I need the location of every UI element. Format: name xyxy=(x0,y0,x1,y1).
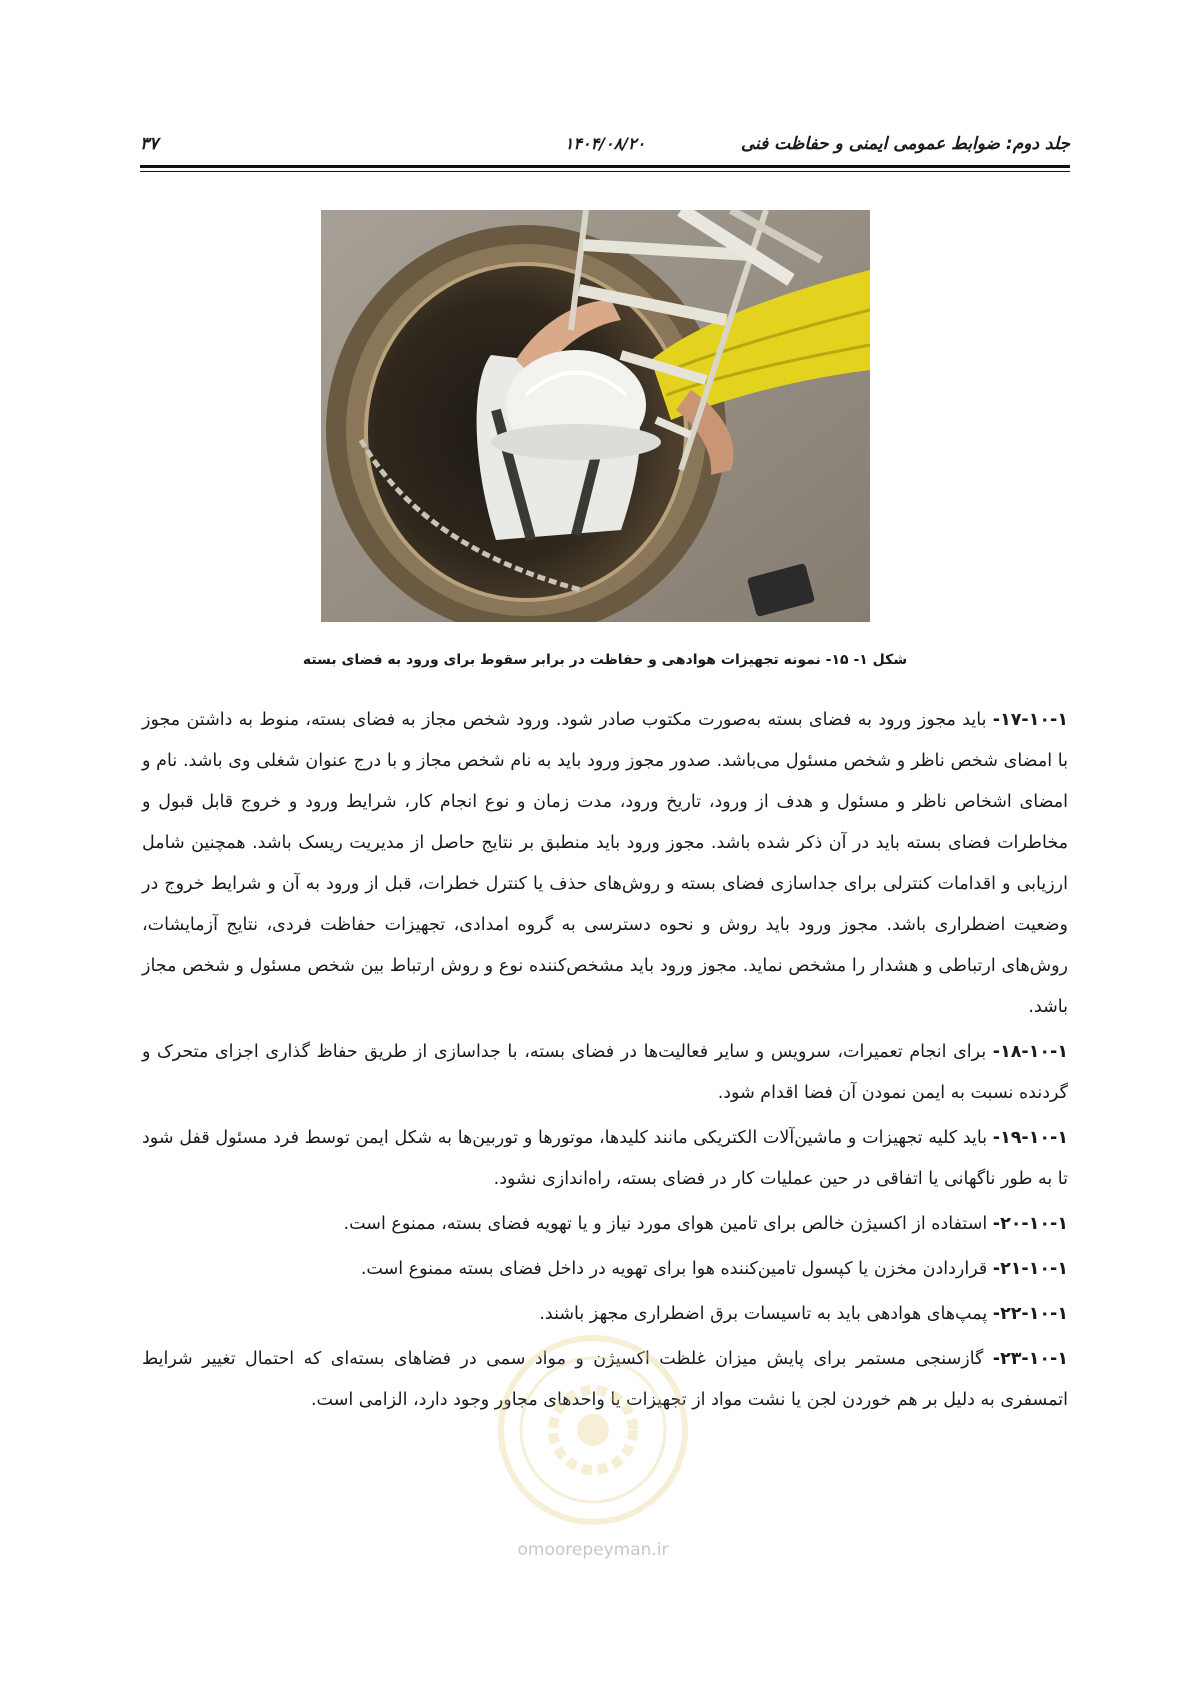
clause-text: برای انجام تعمیرات، سرویس و سایر فعالیت‌ها در فضای بسته، با جداسازی از طریق حفاظ گذاری اجزای متحرک و گردنده نسبت به ایمن نمودن آن فضا اقدام شود. xyxy=(142,1042,1068,1103)
header-rule-thick xyxy=(140,165,1070,168)
clause-text: پمپ‌های هوادهی باید به تاسیسات برق اضطراری مجهز باشند. xyxy=(539,1304,993,1324)
clause-text: باید کلیه تجهیزات و ماشین‌آلات الکتریکی مانند کلیدها، موتورها و توربین‌ها به شکل ایمن توسط فرد مسئول قفل شود تا به طور ناگهانی یا اتفاقی در حین عملیات کار در فضای بسته، راه‌اندازی نشود. xyxy=(142,1128,1068,1189)
header-title: جلد دوم: ضوابط عمومی ایمنی و حفاظت فنی xyxy=(740,134,1070,154)
paragraph-22 xyxy=(142,1294,1068,1335)
paragraph-19 xyxy=(142,1118,1068,1200)
body-text xyxy=(142,700,1068,1425)
running-header xyxy=(140,128,1070,158)
page-number: ۳۷ xyxy=(140,134,159,154)
paragraph-23 xyxy=(142,1339,1068,1421)
clause-number: ۱۸-۱۰-۱- xyxy=(992,1042,1068,1062)
watermark-text: omoorepeyman.ir xyxy=(517,1540,669,1560)
header-date: ۱۴۰۴/۰۸/۲۰ xyxy=(564,134,646,153)
clause-number: ۱۷-۱۰-۱- xyxy=(992,710,1068,730)
paragraph-18 xyxy=(142,1032,1068,1114)
figure-photo xyxy=(321,210,870,622)
header-rule-thin xyxy=(140,171,1070,172)
figure-caption: شکل ۱- ۱۵- نمونه تجهیزات هوادهی و حفاظت در برابر سقوط برای ورود به فضای بسته xyxy=(302,652,908,668)
clause-text: گازسنجی مستمر برای پایش میزان غلظت اکسیژن و مواد سمی در فضاهای بسته‌ای که احتمال تغییر شرایط اتمسفری به دلیل بر هم خوردن لجن یا نشت مواد از تجهیزات یا واحدهای مجاور وجود دارد، الزامی است. xyxy=(142,1349,1068,1410)
clause-number: ۲۳-۱۰-۱- xyxy=(992,1349,1068,1369)
paragraph-20 xyxy=(142,1204,1068,1245)
clause-number: ۱۹-۱۰-۱- xyxy=(992,1128,1068,1148)
paragraph-21 xyxy=(142,1249,1068,1290)
clause-number: ۲۲-۱۰-۱- xyxy=(992,1304,1068,1324)
paragraph-17 xyxy=(142,700,1068,1028)
clause-number: ۲۱-۱۰-۱- xyxy=(992,1259,1068,1279)
clause-text: استفاده از اکسیژن خالص برای تامین هوای مورد نیاز و یا تهویه فضای بسته، ممنوع است. xyxy=(343,1214,993,1234)
clause-text: باید مجوز ورود به فضای بسته به‌صورت مکتوب صادر شود. ورود شخص مجاز به فضای بسته، منوط به داشتن مجوز با امضای شخص ناظر و شخص مسئول می‌باشد. صدور مجوز ورود باید به نام شخص مجاز و با درج عنوان شغلی وی باشد. نام و امضای اشخاص ناظر و مسئول و هدف از ورود، تاریخ ورود، مدت زمان و نوع انجام کار، شرایط ورود و خروج قابل قبول و مخاطرات فضای بسته باید در آن ذکر شده باشد. مجوز ورود باید منطبق بر نتایج حاصل از مدیریت ریسک باشد. همچنین شامل ارزیابی و اقدامات کنترلی برای جداسازی فضای بسته و روش‌های حذف یا کنترل خطرات، قبل از ورود به آن و شرایط خروج در وضعیت اضطراری باشد. مجوز ورود باید روش و نحوه دسترسی به گروه امدادی، تجهیزات حفاظت فردی، نتایج آزمایشات، روش‌های ارتباطی و هشدار را مشخص نماید. مجوز ورود باید مشخص‌کننده نوع و روش ارتباط بین شخص مسئول و شخص مجاز باشد. xyxy=(142,710,1068,1017)
clause-number: ۲۰-۱۰-۱- xyxy=(992,1214,1068,1234)
clause-text: قراردادن مخزن یا کپسول تامین‌کننده هوا برای تهویه در داخل فضای بسته ممنوع است. xyxy=(360,1259,993,1279)
